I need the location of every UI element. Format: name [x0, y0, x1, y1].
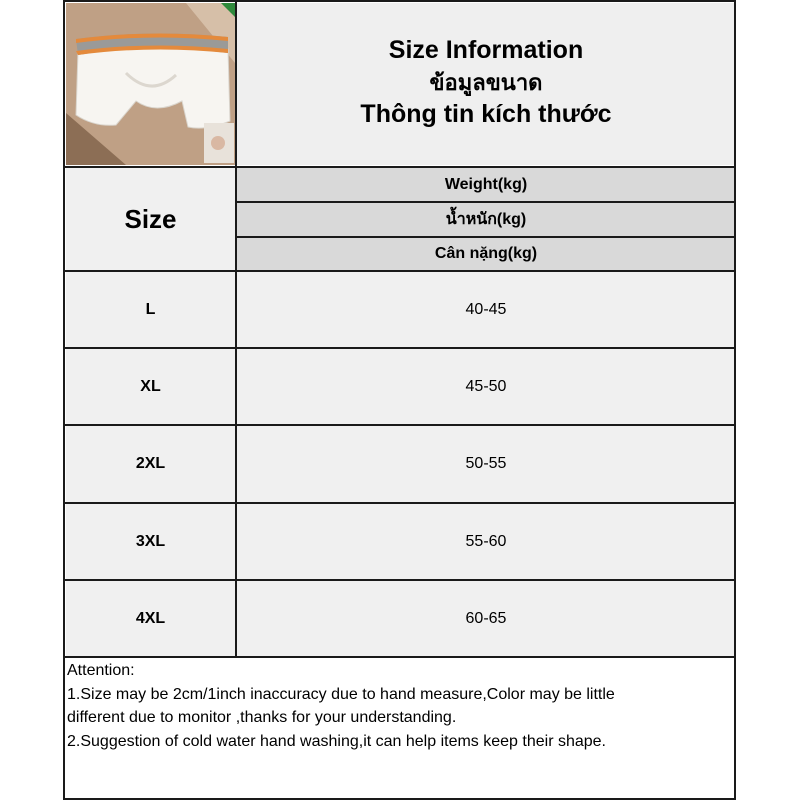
row-divider [63, 270, 736, 272]
row-divider [63, 347, 736, 349]
size-cell: 2XL [135, 455, 166, 472]
title-en: Size Information [388, 36, 584, 65]
notes-heading: Attention: [67, 662, 135, 679]
row-divider [63, 579, 736, 581]
weight-header-en: Weight(kg) [444, 175, 528, 193]
weight-cell: 40-45 [465, 300, 507, 318]
row-divider [63, 424, 736, 426]
border-top [63, 0, 736, 2]
weight-header-th: น้ำหนัก(kg) [445, 211, 527, 228]
weight-cell: 55-60 [465, 532, 507, 550]
size-cell: 3XL [135, 532, 166, 550]
size-cell: L [145, 300, 156, 318]
weight-header-vi: Cân nặng(kg) [434, 245, 538, 262]
row-divider [235, 236, 736, 238]
row-divider [63, 166, 736, 168]
size-header: Size [124, 203, 177, 234]
size-cell: XL [140, 377, 161, 395]
weight-cell: 60-65 [465, 609, 507, 627]
notes-line: 1.Size may be 2cm/1inch inaccuracy due to hand measure,Color may be little [67, 685, 615, 703]
attention-notes [67, 659, 727, 753]
title-th: ข้อมูลขนาด [429, 69, 543, 95]
boxer-briefs-icon [66, 3, 235, 165]
column-divider [235, 0, 237, 657]
border-left [63, 0, 65, 800]
row-divider [235, 201, 736, 203]
notes-line: different due to monitor ,thanks for your understanding. [67, 709, 457, 726]
title-vi: Thông tin kích thước [360, 100, 612, 129]
weight-cell: 50-55 [465, 455, 507, 472]
size-cell: 4XL [135, 609, 166, 627]
corner-marker [221, 3, 235, 17]
title-block [237, 3, 735, 165]
weight-cell: 45-50 [465, 377, 507, 395]
row-divider [63, 502, 736, 504]
row-divider [63, 656, 736, 658]
notes-line: 2.Suggestion of cold water hand washing,it can help items keep their shape. [67, 732, 606, 750]
product-photo [66, 3, 235, 165]
border-right [734, 0, 736, 800]
